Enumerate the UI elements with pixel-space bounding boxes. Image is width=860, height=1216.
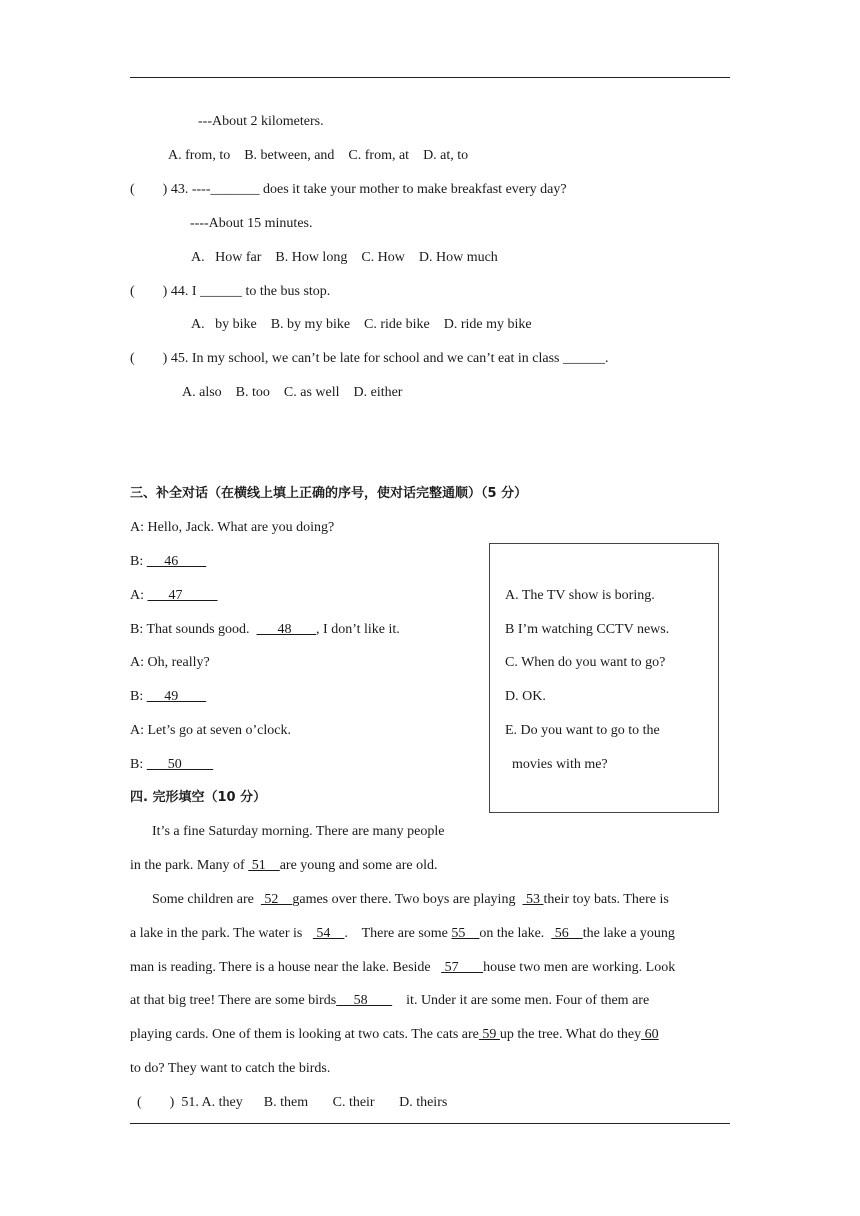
q45-options: A. also B. too C. as well D. either bbox=[182, 385, 403, 400]
q42-options: A. from, to B. between, and C. from, at D. at, to bbox=[168, 148, 469, 163]
q44-bracket[interactable]: ( ) bbox=[130, 284, 168, 299]
q43-bracket[interactable]: ( ) bbox=[130, 182, 168, 197]
dialogue-line: A: Hello, Jack. What are you doing? bbox=[130, 520, 335, 535]
blank-50[interactable]: 50 bbox=[146, 757, 214, 772]
q43-options: A. How far B. How long C. How D. How much bbox=[191, 250, 498, 265]
blank-48[interactable]: 48 bbox=[256, 622, 317, 637]
passage-line: playing cards. One of them is looking at two cats. The cats are 59 up the tree. What do they 60 bbox=[130, 1027, 659, 1042]
q51-question: ( ) 51. A. they B. them C. their D. theirs bbox=[137, 1095, 448, 1110]
blank-51[interactable]: 51 bbox=[248, 858, 280, 873]
option-item: E. Do you want to go to the bbox=[505, 723, 660, 738]
passage-line: It’s a fine Saturday morning. There are many people bbox=[152, 824, 445, 839]
passage-line: a lake in the park. The water is 54 . There are some 55 on the lake. 56 the lake a young bbox=[130, 926, 675, 941]
q44-options: A. by bike B. by my bike C. ride bike D. ride my bike bbox=[191, 317, 532, 332]
blank-53[interactable]: 53 bbox=[522, 892, 544, 907]
q45-blank[interactable]: ______ bbox=[562, 351, 605, 366]
dialogue-line: A: Let’s go at seven o’clock. bbox=[130, 723, 291, 738]
blank-56[interactable]: 56 bbox=[551, 926, 583, 941]
blank-60[interactable]: 60 bbox=[641, 1027, 659, 1042]
dialogue-line: B: 49 bbox=[130, 689, 207, 704]
q44-question: ( ) 44. I ______ to the bus stop. bbox=[130, 284, 331, 299]
dialogue-line: A: 47 bbox=[130, 588, 218, 603]
blank-58[interactable]: 58 bbox=[336, 993, 393, 1008]
blank-47[interactable]: 47 bbox=[147, 588, 218, 603]
q43-answer-line: ----About 15 minutes. bbox=[190, 216, 313, 231]
dialogue-line: B: 46 bbox=[130, 554, 207, 569]
passage-line: Some children are 52 games over there. Two boys are playing 53 their toy bats. There is bbox=[152, 892, 669, 907]
passage-line: to do? They want to catch the birds. bbox=[130, 1061, 331, 1076]
section3-heading: 三、补全对话（在横线上填上正确的序号，使对话完整通顺）（5 分） bbox=[130, 486, 528, 501]
passage-line: man is reading. There is a house near the lake. Beside 57 house two men are working. Look bbox=[130, 960, 676, 975]
option-item: A. The TV show is boring. bbox=[505, 588, 655, 603]
dialogue-line: B: That sounds good. 48 , I don’t like it. bbox=[130, 622, 400, 637]
option-item: movies with me? bbox=[505, 757, 608, 772]
section4-heading: 四. 完形填空（10 分） bbox=[130, 790, 267, 805]
q43-blank[interactable]: _______ bbox=[210, 182, 260, 197]
q51-bracket[interactable]: ( ) bbox=[137, 1095, 175, 1110]
q45-question: ( ) 45. In my school, we can’t be late for school and we can’t eat in class ______. bbox=[130, 351, 609, 366]
q42-answer-line: ---About 2 kilometers. bbox=[198, 114, 324, 129]
q45-bracket[interactable]: ( ) bbox=[130, 351, 168, 366]
blank-55[interactable]: 55 bbox=[451, 926, 480, 941]
dialogue-line: A: Oh, really? bbox=[130, 655, 210, 670]
q44-blank[interactable]: ______ bbox=[200, 284, 242, 299]
dialogue-line: B: 50 bbox=[130, 757, 214, 772]
bottom-rule bbox=[130, 1123, 730, 1124]
blank-57[interactable]: 57 bbox=[441, 960, 484, 975]
blank-49[interactable]: 49 bbox=[146, 689, 207, 704]
passage-line: in the park. Many of 51 are young and some are old. bbox=[130, 858, 438, 873]
q43-question: ( ) 43. ----_______ does it take your mother to make breakfast every day? bbox=[130, 182, 567, 197]
option-item: C. When do you want to go? bbox=[505, 655, 666, 670]
blank-54[interactable]: 54 bbox=[312, 926, 345, 941]
option-item: B I’m watching CCTV news. bbox=[505, 622, 670, 637]
option-item: D. OK. bbox=[505, 689, 546, 704]
blank-52[interactable]: 52 bbox=[260, 892, 293, 907]
passage-line: at that big tree! There are some birds 58 it. Under it are some men. Four of them are bbox=[130, 993, 650, 1008]
blank-46[interactable]: 46 bbox=[146, 554, 207, 569]
top-rule bbox=[130, 77, 730, 78]
blank-59[interactable]: 59 bbox=[478, 1027, 500, 1042]
